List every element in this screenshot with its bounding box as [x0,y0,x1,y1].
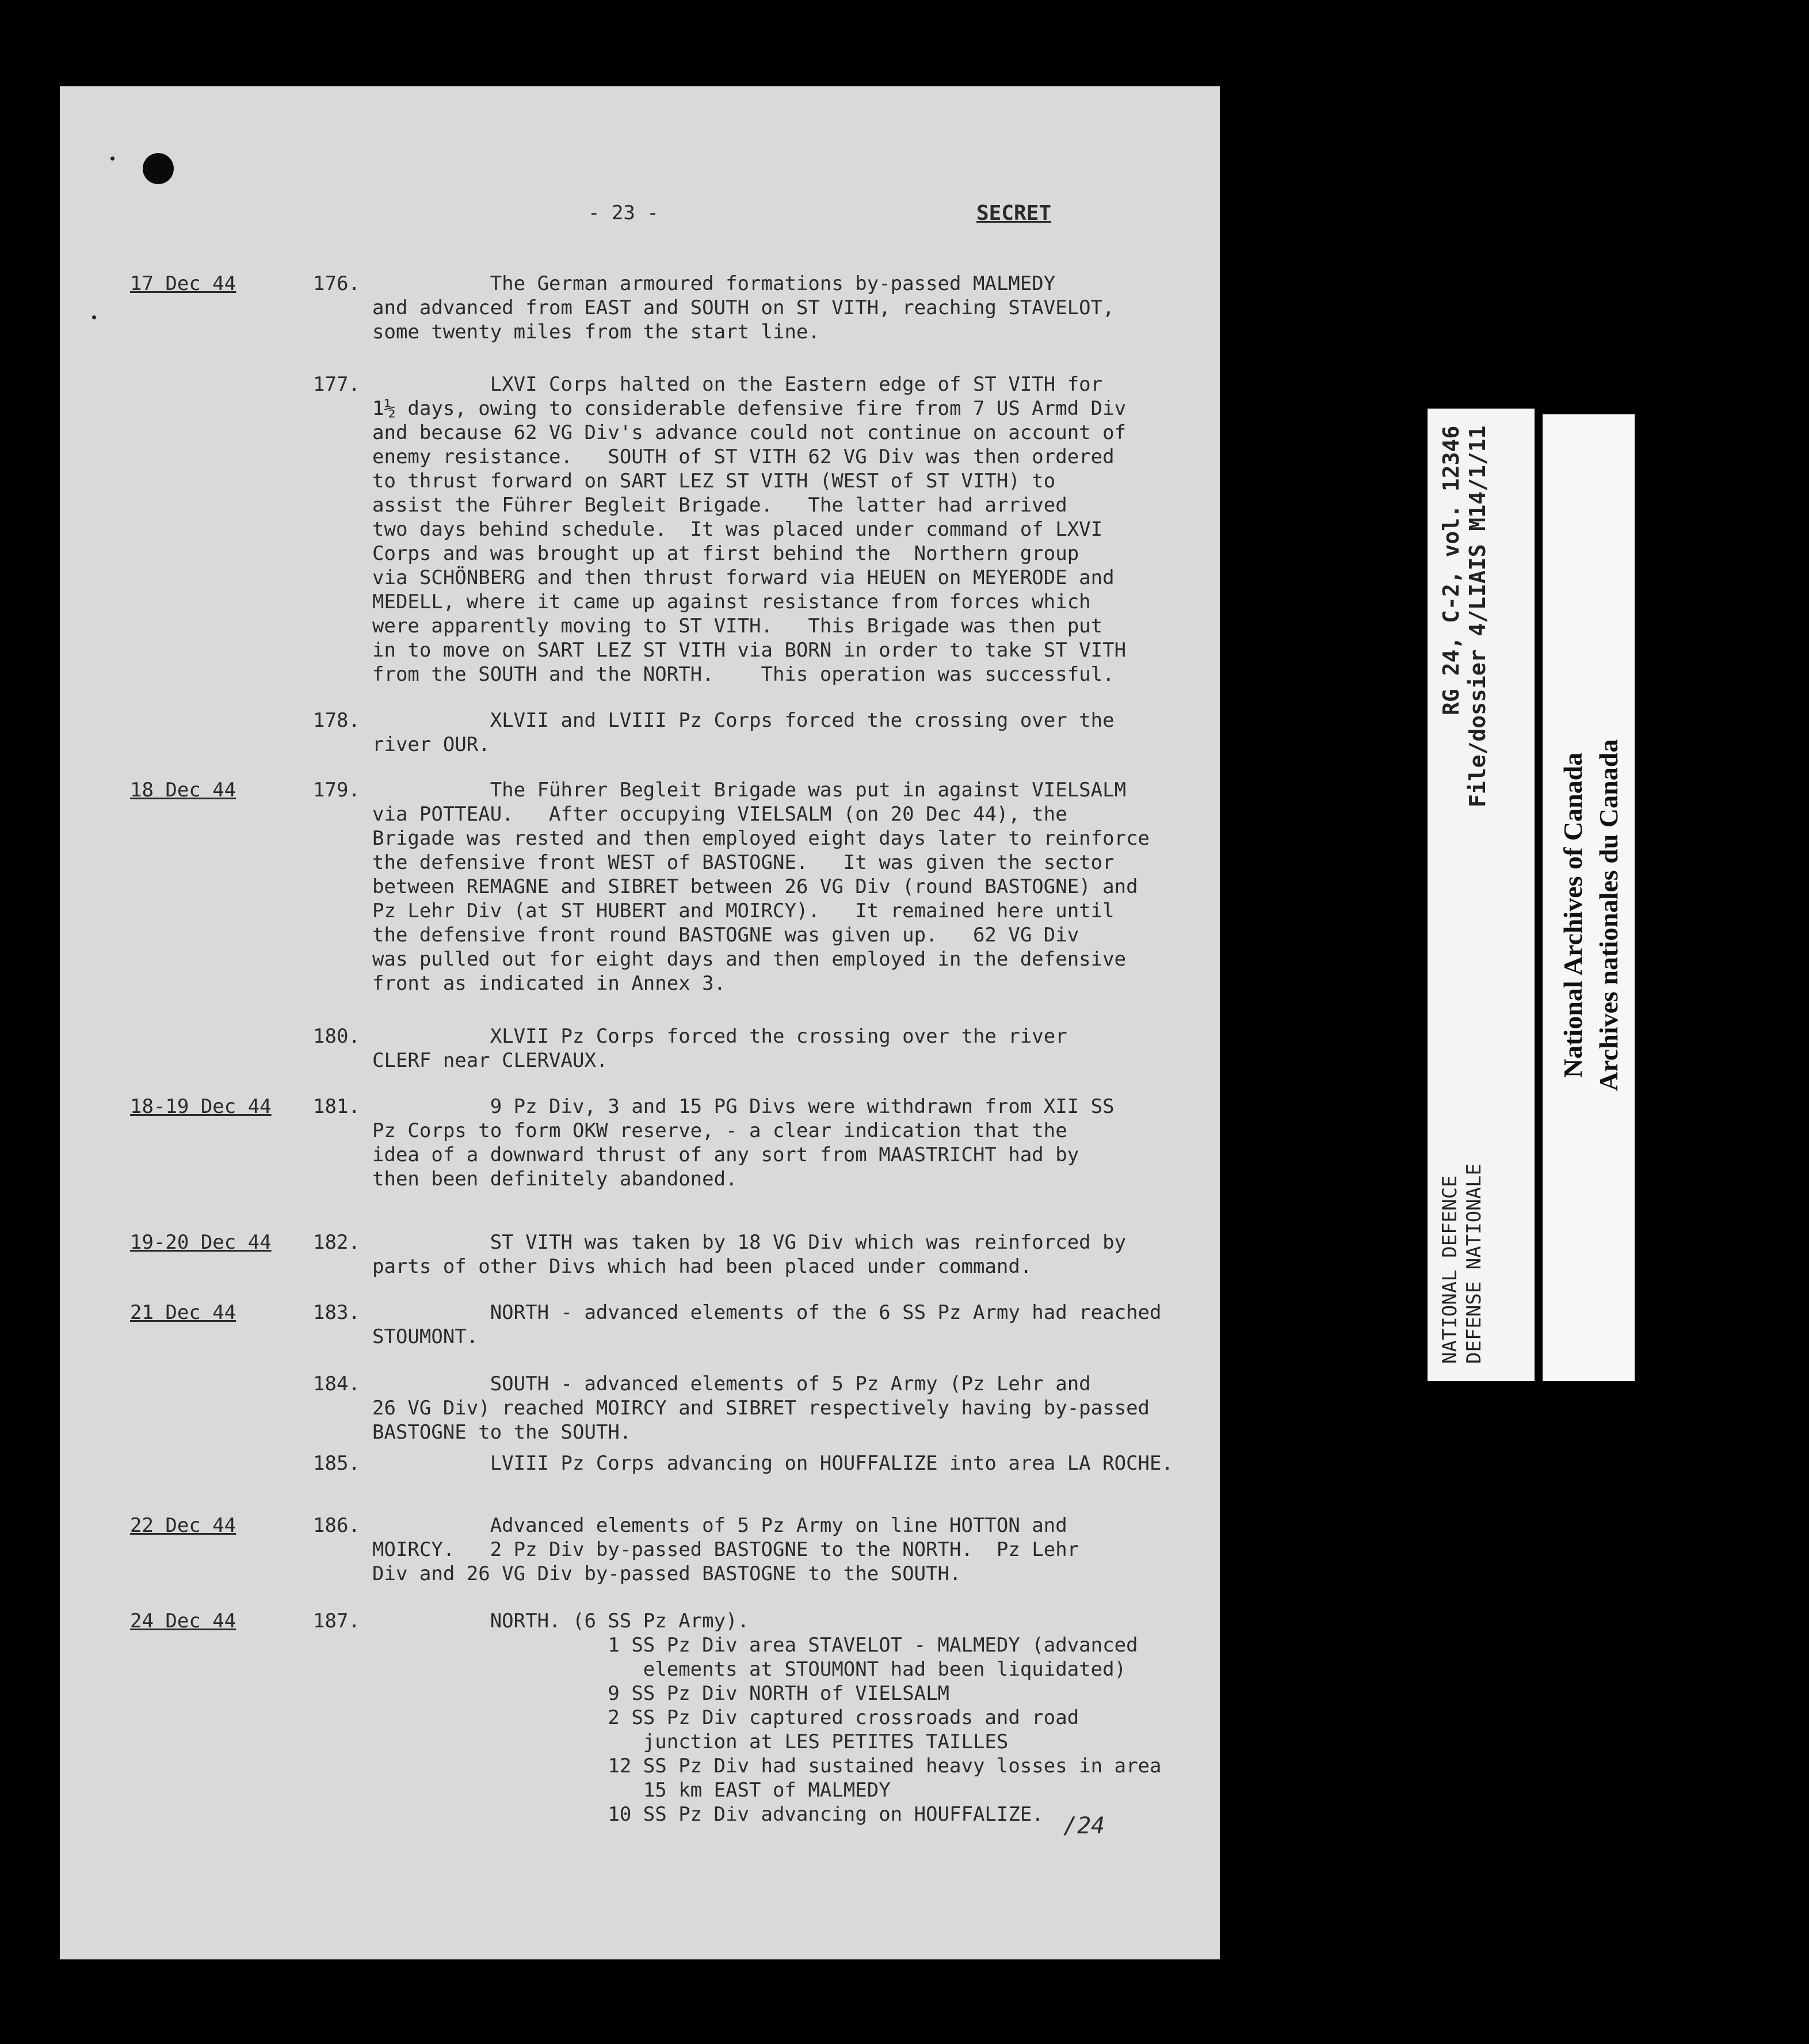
entry-text-line: 15 km EAST of MALMEDY [372,1779,891,1802]
entry-number: 184. [313,1372,360,1395]
speck-mark [110,157,115,161]
archive-stamp-en: National Archives of Canada [1558,752,1587,1078]
entry-text-line: 1 SS Pz Div area STAVELOT - MALMEDY (advanced [372,1634,1138,1657]
punch-hole [143,153,174,184]
entry-date: 17 Dec 44 [130,272,236,295]
entry-number: 185. [313,1452,360,1475]
entry-date: 22 Dec 44 [130,1514,236,1537]
entry-text-line: Div and 26 VG Div by-passed BASTOGNE to the SOUTH. [372,1562,961,1585]
speck-mark [92,315,96,319]
entry-text-line: in to move on SART LEZ ST VITH via BORN in order to take ST VITH [372,639,1127,662]
entry-number: 180. [313,1025,360,1048]
entry-text-line: to thrust forward on SART LEZ ST VITH (WEST of ST VITH) to [372,470,1056,493]
entry-text-line: Corps and was brought up at first behind the Northern group [372,542,1079,565]
entry-text-line: and because 62 VG Div's advance could not continue on account of [372,421,1127,444]
entry-number: 183. [313,1301,360,1324]
entry-text-line: NORTH. (6 SS Pz Army). [372,1610,750,1633]
archive-stamp-label [1543,414,1635,1381]
defence-en: NATIONAL DEFENCE [1438,1175,1461,1364]
entry-text-line: LXVI Corps halted on the Eastern edge of ST VITH for [372,373,1103,396]
archive-file-line: File/dossier 4/LIAIS M14/1/11 [1465,426,1490,808]
entry-text-line: were apparently moving to ST VITH. This Brigade was then put [372,615,1103,638]
entry-number: 178. [313,709,360,732]
entry-text-line: The German armoured formations by-passed MALMEDY [372,272,1056,295]
entry-date: 18-19 Dec 44 [130,1095,272,1118]
archive-reference-label [1428,409,1535,1381]
entry-date: 21 Dec 44 [130,1301,236,1324]
entry-text-line: 1½ days, owing to considerable defensive fire from 7 US Armd Div [372,397,1127,420]
entry-date: 18 Dec 44 [130,779,236,802]
entry-text-line: enemy resistance. SOUTH of ST VITH 62 VG Div was then ordered [372,445,1115,468]
entry-text-line: and advanced from EAST and SOUTH on ST VITH, reaching STAVELOT, [372,296,1115,319]
archive-stamp-fr: Archives nationales du Canada [1594,739,1623,1091]
page-number: - 23 - [588,201,659,224]
entry-text-line: front as indicated in Annex 3. [372,972,726,995]
entry-text-line: was pulled out for eight days and then employed in the defensive [372,948,1127,971]
continuation-marker: /24 [1063,1813,1105,1839]
entry-text-line: The Führer Begleit Brigade was put in against VIELSALM [372,779,1127,802]
entry-text-line: assist the Führer Begleit Brigade. The latter had arrived [372,494,1067,517]
entry-text-line: XLVII Pz Corps forced the crossing over the river [372,1025,1067,1048]
entry-text-line: XLVII and LVIII Pz Corps forced the crossing over the [372,709,1115,732]
entry-text-line: MEDELL, where it came up against resistance from forces which [372,590,1091,613]
entry-text-line: BASTOGNE to the SOUTH. [372,1421,632,1444]
entry-number: 187. [313,1610,360,1633]
entry-text-line: Pz Corps to form OKW reserve, - a clear indication that the [372,1119,1067,1142]
archive-rg-line: RG 24, C-2, vol. 12346 [1438,426,1464,716]
entry-text-line: from the SOUTH and the NORTH. This operation was successful. [372,663,1115,686]
entry-text-line: SOUTH - advanced elements of 5 Pz Army (Pz Lehr and [372,1372,1091,1395]
entry-text-line: then been definitely abandoned. [372,1168,738,1191]
entry-text-line: Pz Lehr Div (at ST HUBERT and MOIRCY). It remained here until [372,899,1115,922]
entry-number: 186. [313,1514,360,1537]
entry-text-line: idea of a downward thrust of any sort from MAASTRICHT had by [372,1143,1079,1166]
entry-date: 24 Dec 44 [130,1610,236,1633]
entry-text-line: NORTH - advanced elements of the 6 SS Pz Army had reached [372,1301,1162,1324]
entry-text-line: Brigade was rested and then employed eight days later to reinforce [372,827,1150,850]
entry-text-line: river OUR. [372,733,490,756]
entry-text-line: 10 SS Pz Div advancing on HOUFFALIZE. [372,1803,1044,1826]
entry-text-line: two days behind schedule. It was placed under command of LXVI [372,518,1103,541]
entry-text-line: elements at STOUMONT had been liquidated) [372,1658,1127,1681]
entry-text-line: 26 VG Div) reached MOIRCY and SIBRET respectively having by-passed [372,1397,1150,1420]
entry-text-line: LVIII Pz Corps advancing on HOUFFALIZE into area LA ROCHE. [372,1452,1173,1475]
entry-text-line: the defensive front WEST of BASTOGNE. It was given the sector [372,851,1115,874]
entry-text-line: 9 SS Pz Div NORTH of VIELSALM [372,1682,950,1705]
entry-text-line: STOUMONT. [372,1325,479,1348]
entry-text-line: 12 SS Pz Div had sustained heavy losses in area [372,1755,1162,1778]
entry-text-line: the defensive front round BASTOGNE was given up. 62 VG Div [372,924,1079,947]
entry-text-line: junction at LES PETITES TAILLES [372,1730,1009,1753]
entry-text-line: between REMAGNE and SIBRET between 26 VG Div (round BASTOGNE) and [372,875,1138,898]
defence-fr: DEFENSE NATIONALE [1463,1164,1486,1364]
entry-text-line: parts of other Divs which had been placed under command. [372,1255,1032,1278]
entry-date: 19-20 Dec 44 [130,1231,272,1254]
classification-marking: SECRET [976,201,1052,225]
entry-text-line: via SCHÖNBERG and then thrust forward via HEUEN on MEYERODE and [372,566,1115,589]
entry-number: 181. [313,1095,360,1118]
entry-number: 176. [313,272,360,295]
entry-text-line: CLERF near CLERVAUX. [372,1049,608,1072]
entry-text-line: via POTTEAU. After occupying VIELSALM (on 20 Dec 44), the [372,803,1067,826]
entry-number: 179. [313,779,360,802]
entry-text-line: 2 SS Pz Div captured crossroads and road [372,1706,1079,1729]
entry-number: 182. [313,1231,360,1254]
entry-number: 177. [313,373,360,396]
document-page [60,86,1220,1959]
entry-text-line: Advanced elements of 5 Pz Army on line HOTTON and [372,1514,1067,1537]
entry-text-line: some twenty miles from the start line. [372,321,820,344]
entry-text-line: ST VITH was taken by 18 VG Div which was reinforced by [372,1231,1127,1254]
entry-text-line: MOIRCY. 2 Pz Div by-passed BASTOGNE to the NORTH. Pz Lehr [372,1538,1079,1561]
entry-text-line: 9 Pz Div, 3 and 15 PG Divs were withdrawn from XII SS [372,1095,1115,1118]
